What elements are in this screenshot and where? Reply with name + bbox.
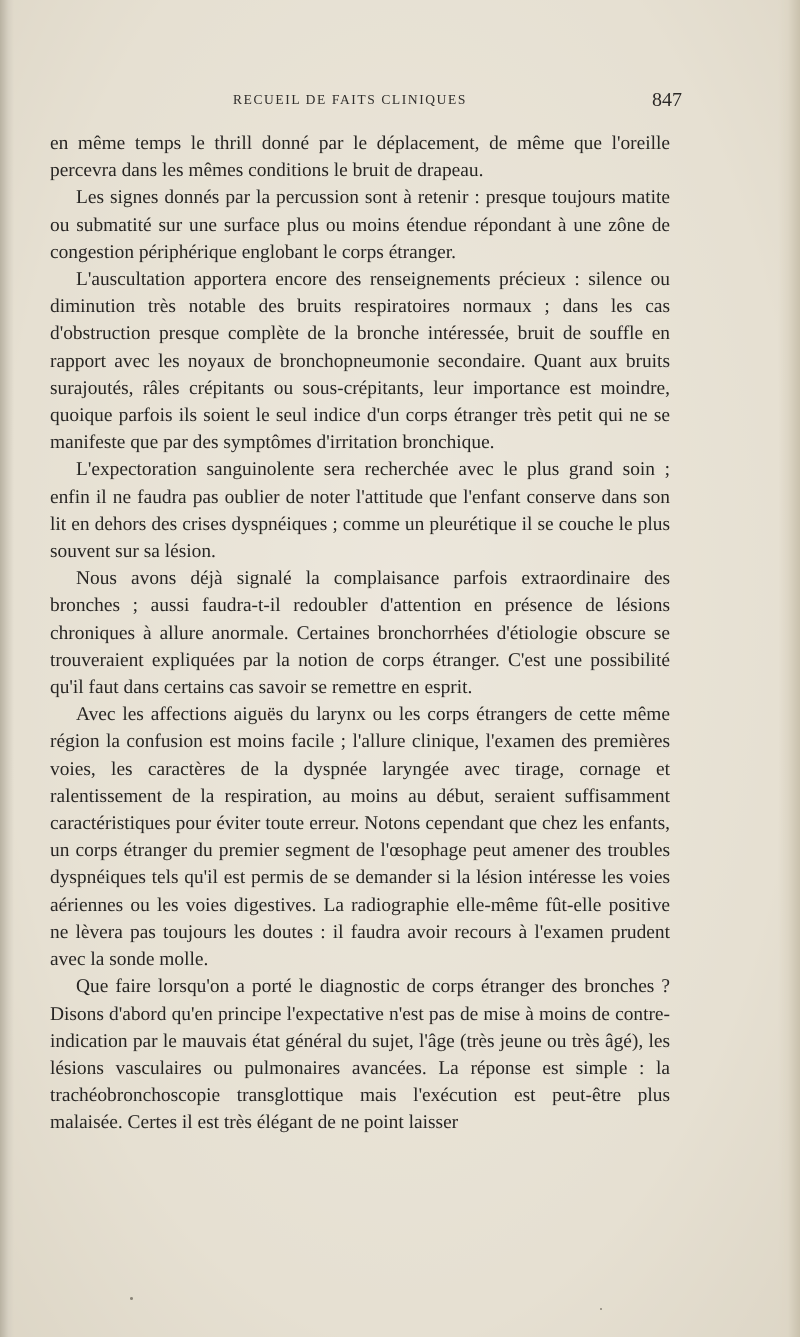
body-text xyxy=(50,130,670,1137)
page-binding-shadow xyxy=(0,0,14,1337)
paragraph: Les signes donnés par la percussion sont à retenir : presque toujours matite ou submatité sur une surface plus ou moins étendue répondant à une zône de congestion périphérique englobant le corps étranger. xyxy=(50,187,670,263)
paragraph: Que faire lorsqu'on a porté le diagnostic de corps étranger des bronches ? Disons d'abord qu'en principe l'expectative n'est pas de mise à moins de contre-indication par le mauvais état général du sujet, l'âge (très jeune ou très âgé), les lésions vasculaires ou pulmonaires avancées. La réponse est simple : la trachéobronchoscopie transglottique mais l'exécution est peut-être plus malaisée. Certes il est très élégant de ne point laisser xyxy=(50,976,670,1134)
paper-speck xyxy=(600,1308,602,1310)
page-header xyxy=(50,89,682,115)
page-edge-shadow xyxy=(778,0,800,1337)
paragraph: en même temps le thrill donné par le déplacement, de même que l'oreille percevra dans les mêmes conditions le bruit de drapeau. xyxy=(50,133,670,182)
paper-speck xyxy=(130,1297,133,1300)
paragraph: Avec les affections aiguës du larynx ou les corps étrangers de cette même région la confusion est moins facile ; l'allure clinique, l'examen des premières voies, les caractères de la dyspnée laryngée avec tirage, cornage et ralentissement de la respiration, au moins au début, seraient suffisamment caractéristiques pour éviter toute erreur. Notons cependant que chez les enfants, un corps étranger du premier segment de l'œsophage peut amener des troubles dyspnéiques tels qu'il est permis de se demander si la lésion intéresse les voies aériennes ou les voies digestives. La radiographie elle-même fût-elle positive ne lèvera pas toujours les doutes : il faudra avoir recours à l'examen prudent avec la sonde molle. xyxy=(50,704,670,971)
paragraph: Nous avons déjà signalé la complaisance parfois extraordinaire des bronches ; aussi faudra-t-il redoubler d'attention en présence de lésions chroniques à allure anormale. Certaines bronchorrhées d'étiologie obscure se trouveraient expliquées par la notion de corps étranger. C'est une possibilité qu'il faut dans certains cas savoir se remettre en esprit. xyxy=(50,568,670,699)
paragraph: L'expectoration sanguinolente sera recherchée avec le plus grand soin ; enfin il ne faudra pas oublier de noter l'attitude que l'enfant conserve dans son lit en dehors des crises dyspnéiques ; comme un pleurétique il se couche le plus souvent sur sa lésion. xyxy=(50,459,670,563)
running-head: RECUEIL DE FAITS CLINIQUES xyxy=(233,92,467,107)
paragraph: L'auscultation apportera encore des renseignements précieux : silence ou diminution très notable des bruits respiratoires normaux ; dans les cas d'obstruction presque complète de la bronche intéressée, bruit de souffle en rapport avec les noyaux de bronchopneumonie secondaire. Quant aux bruits surajoutés, râles crépitants ou sous-crépitants, leur importance est moindre, quoique parfois ils soient le seul indice d'un corps étranger très petit qui ne se manifeste que par des symptômes d'irritation bronchique. xyxy=(50,269,670,454)
page-number: 847 xyxy=(652,89,682,111)
